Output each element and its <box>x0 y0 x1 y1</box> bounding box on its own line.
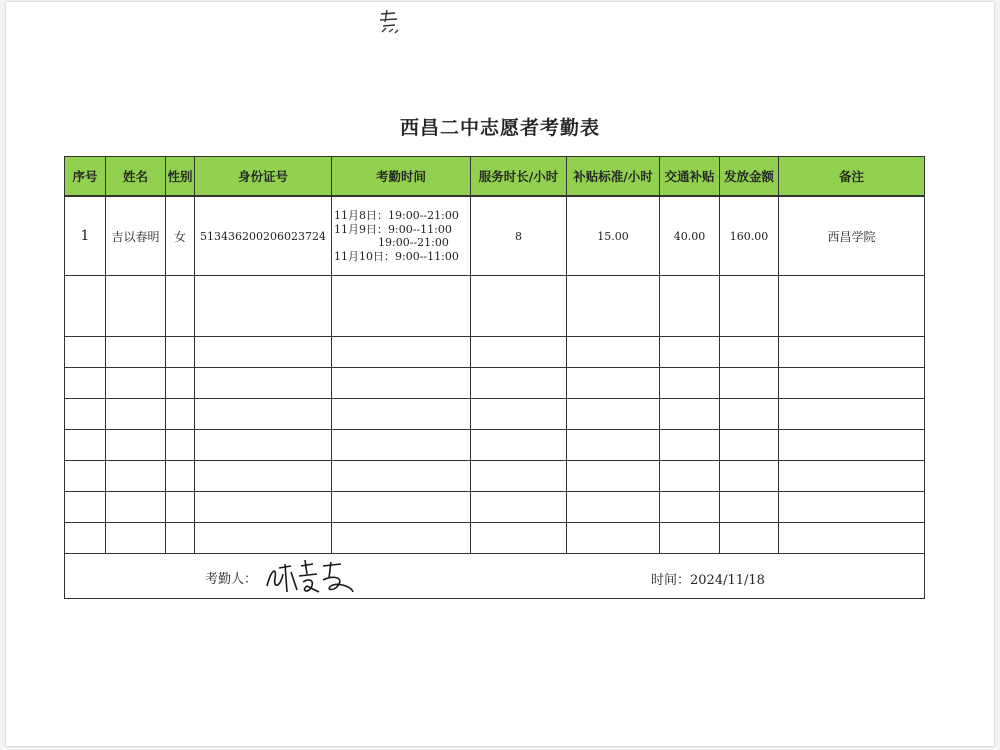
cell-rate: 15.00 <box>567 196 660 276</box>
table-row-empty <box>65 276 925 337</box>
cell-seq: 1 <box>65 196 106 276</box>
time-line: 11月10日：9:00--11:00 <box>334 249 459 263</box>
time-line: 19:00--21:00 <box>378 236 449 249</box>
date-value: 2024/11/18 <box>690 573 765 588</box>
attendance-table <box>64 156 925 599</box>
table-row-empty <box>65 368 925 399</box>
cell-remark: 西昌学院 <box>779 196 925 276</box>
date-text <box>651 569 765 588</box>
col-header-hours: 服务时长/小时 <box>471 157 567 197</box>
time-line: 11月8日：19:00--21:00 <box>334 209 459 222</box>
footer-row <box>65 554 925 599</box>
cell-hours: 8 <box>471 196 567 276</box>
col-header-amount: 发放金额 <box>720 157 779 197</box>
table-row-empty <box>65 492 925 523</box>
table-row-empty <box>65 523 925 554</box>
col-header-id: 身份证号 <box>195 157 332 197</box>
page-title: 西昌二中志愿者考勤表 <box>399 117 600 139</box>
cell-id-number: 513436200206023724 <box>195 196 332 276</box>
col-header-time: 考勤时间 <box>332 157 471 197</box>
col-header-gender: 性别 <box>166 157 195 197</box>
header-row <box>65 157 925 197</box>
col-header-remark: 备注 <box>779 157 925 197</box>
table-row <box>65 196 925 276</box>
footer-cell <box>65 554 925 599</box>
table-row-empty <box>65 430 925 461</box>
cell-attendance-time <box>332 196 471 276</box>
table-row-empty <box>65 399 925 430</box>
signature <box>261 556 357 596</box>
cell-name: 吉以春明 <box>106 196 166 276</box>
date-label: 时间： <box>651 573 691 588</box>
table-row-empty <box>65 337 925 368</box>
handwritten-mark <box>377 8 401 38</box>
col-header-seq: 序号 <box>65 157 106 197</box>
col-header-name: 姓名 <box>106 157 166 197</box>
cell-amount: 160.00 <box>720 196 779 276</box>
col-header-transport: 交通补贴 <box>660 157 720 197</box>
cell-transport: 40.00 <box>660 196 720 276</box>
col-header-rate: 补贴标准/小时 <box>567 157 660 197</box>
cell-gender: 女 <box>166 196 195 276</box>
checker-label: 考勤人： <box>205 572 258 587</box>
time-line: 11月9日：9:00--11:00 <box>334 222 452 236</box>
table-row-empty <box>65 461 925 492</box>
